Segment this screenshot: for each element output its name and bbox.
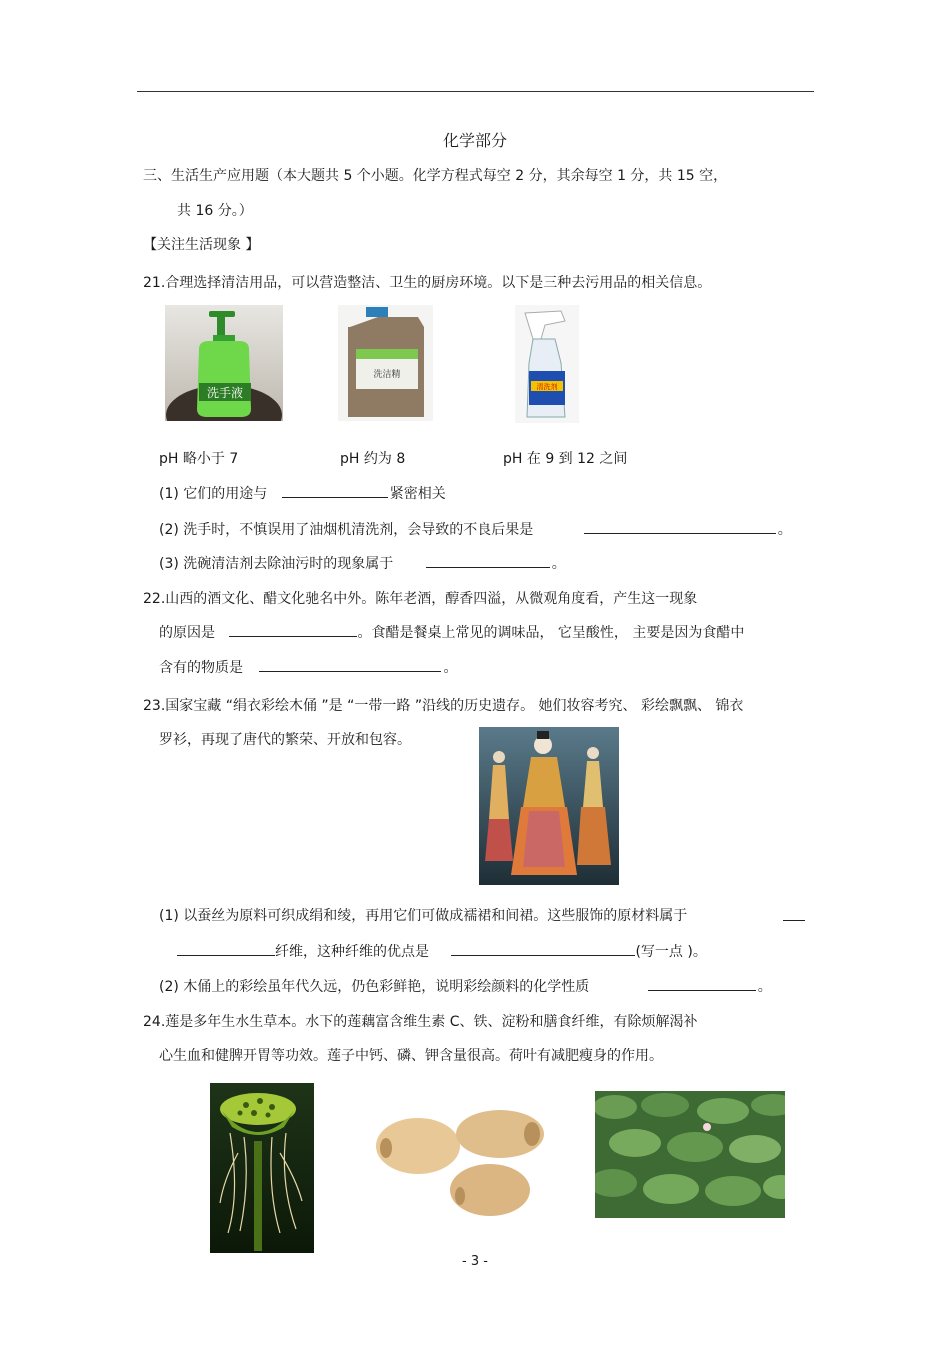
header-rule (137, 91, 814, 92)
q23-sub2-tail: 。 (757, 979, 772, 995)
q21-sub2-blank[interactable] (584, 519, 776, 534)
q23-fiber-blank-part-1[interactable] (783, 906, 805, 921)
q21-sub1-blank[interactable] (282, 483, 388, 498)
q23-fiber-blank-part-2[interactable] (177, 941, 275, 956)
lotus-pod-image (210, 1083, 314, 1253)
q22-reason-blank[interactable] (229, 622, 357, 637)
ph-label-1: pH 略小于 7 (159, 451, 239, 467)
instructions-line-1: 三、生活生产应用题（本大题共 5 个小题。化学方程式每空 2 分，其余每空 1 分，共 15 空， (143, 168, 728, 184)
q21-sub1-tail: 紧密相关 (389, 486, 446, 502)
lotus-root-image (370, 1104, 553, 1220)
q22-line-1: 22.山西的酒文化、醋文化驰名中外。陈年老酒，醇香四溢，从微观角度看，产生这一现象 (143, 591, 698, 607)
ph-label-2: pH 约为 8 (340, 451, 406, 467)
q22-line-3-b: 。 (443, 660, 458, 676)
q23-sub1-line-2 (177, 941, 707, 961)
hand-soap-label: 洗手液 (206, 386, 244, 400)
q21-sub2 (159, 519, 792, 539)
q21-sub3-tail: 。 (551, 556, 566, 572)
q22-substance-blank[interactable] (259, 657, 441, 672)
q22-line-2-a: 的原因是 (159, 625, 215, 641)
spray-label: 清洗剂 (536, 383, 558, 391)
q22-line-3-a: 含有的物质是 (159, 660, 243, 676)
q23-sub1-b: 纤维，这种纤维的优点是 (275, 944, 429, 960)
hand-soap-image (165, 305, 283, 421)
q22-line-3 (159, 657, 457, 677)
jug-label: 洗洁精 (373, 370, 401, 380)
q23-line-2: 罗衫，再现了唐代的繁荣、开放和包容。 (159, 732, 411, 748)
q23-sub2-text: (2) 木俑上的彩绘虽年代久远，仍色彩鲜艳，说明彩绘颜料的化学性质 (159, 979, 590, 995)
q22-line-2-b: 。食醋是餐桌上常见的调味品， 它呈酸性， 主要是因为食醋中 (357, 625, 745, 641)
category-label: 【关注生活现象 】 (143, 237, 260, 253)
q23-property-blank[interactable] (648, 976, 756, 991)
q21-sub3-text: (3) 洗碗清洁剂去除油污时的现象属于 (159, 556, 394, 572)
instructions-line-2: 共 16 分。） (177, 203, 253, 219)
q24-line-2: 心生血和健脾开胃等功效。莲子中钙、磷、钾含量很高。荷叶有减肥瘦身的作用。 (159, 1048, 663, 1064)
q21-sub2-text: (2) 洗手时，不慎误用了油烟机清洗剂，会导致的不良后果是 (159, 522, 534, 538)
page-number: - 3 - (462, 1254, 488, 1269)
figurines-image (479, 727, 619, 885)
q21-sub1 (159, 483, 446, 503)
q21-sub3 (159, 553, 566, 573)
q23-advantage-blank[interactable] (451, 941, 635, 956)
spray-bottle-image (515, 305, 579, 423)
q21-sub2-tail: 。 (777, 522, 792, 538)
ph-label-3: pH 在 9 到 12 之间 (503, 451, 628, 467)
q24-line-1: 24.莲是多年生水生草本。水下的莲藕富含维生素 C、铁、淀粉和膳食纤维，有除烦解渴补 (143, 1014, 698, 1030)
detergent-jug-image (338, 305, 433, 421)
q23-sub1-c: (写一点 )。 (635, 944, 707, 960)
q21-sub1-text: (1) 它们的用途与 (159, 486, 268, 502)
q23-sub1-line-1: (1) 以蚕丝为原料可织成绢和绫，再用它们可做成襦裙和间裙。这些服饰的原材料属于 (159, 908, 688, 924)
q23-sub2 (159, 976, 772, 996)
lotus-pond-image (595, 1091, 785, 1218)
section-title: 化学部分 (442, 131, 507, 150)
q23-line-1: 23.国家宝藏 “绢衣彩绘木俑 ”是 “一带一路 ”沿线的历史遗存。 她们妆容考究、 彩绘飘飘、 锦衣 (143, 698, 744, 714)
q21-sub3-blank[interactable] (426, 553, 550, 568)
q22-line-2 (159, 622, 744, 642)
q21-stem: 21.合理选择清洁用品，可以营造整洁、卫生的厨房环境。以下是三种去污用品的相关信息。 (143, 275, 712, 291)
